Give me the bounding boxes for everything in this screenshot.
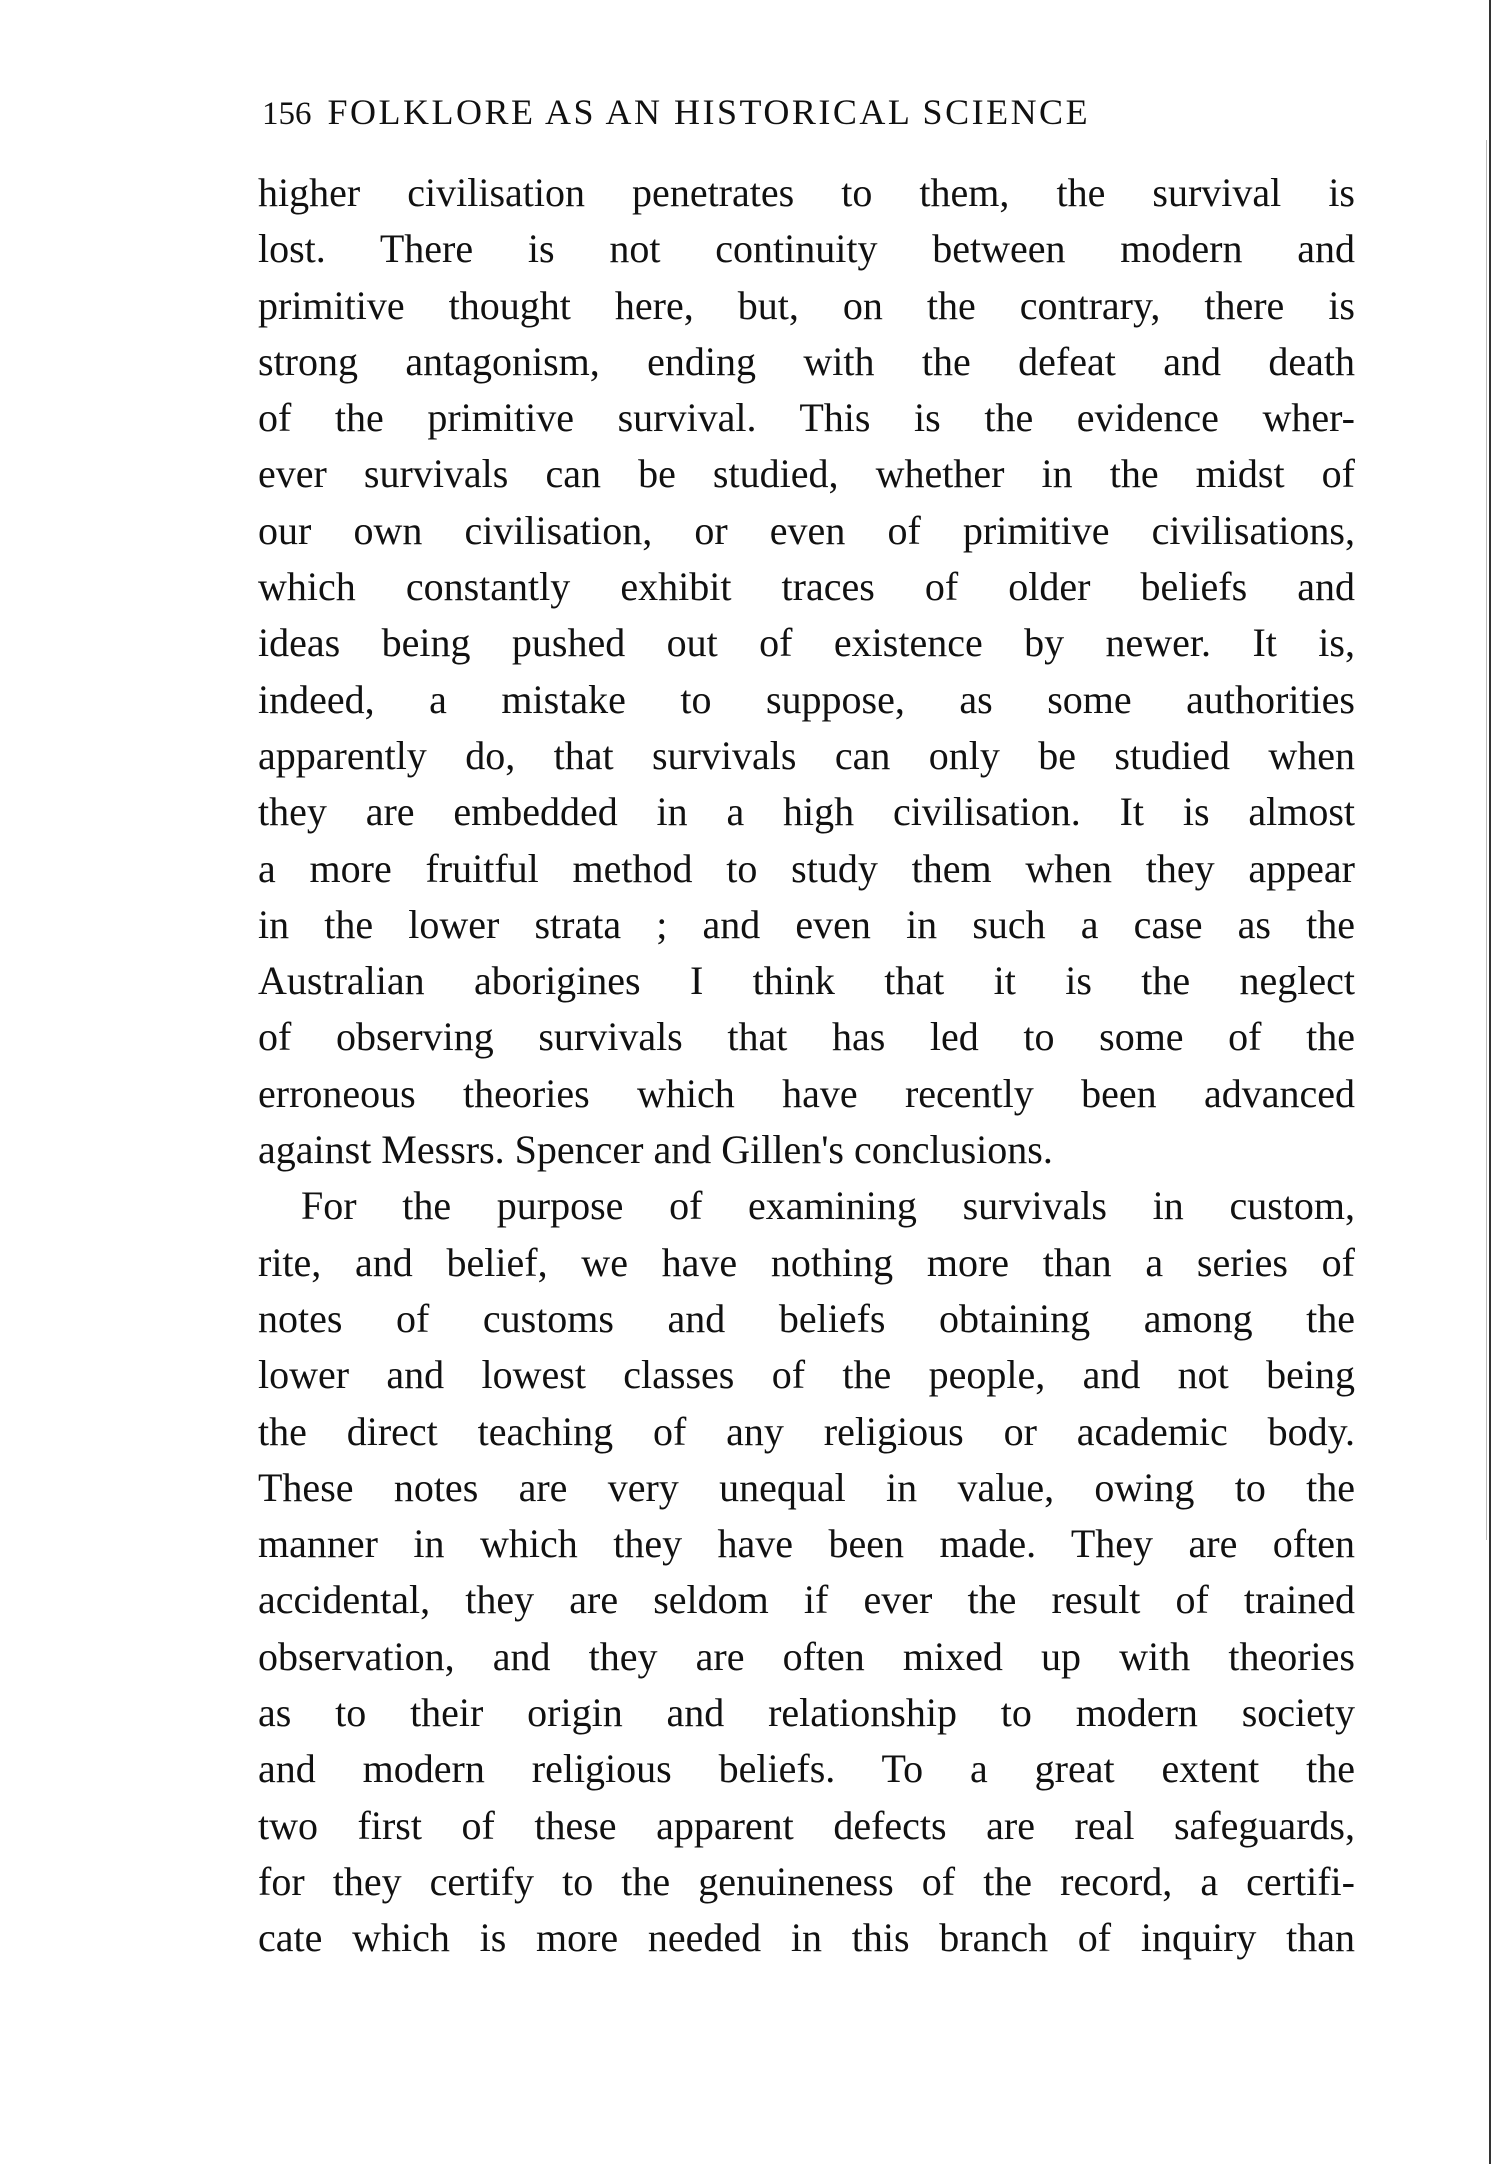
text-line: against Messrs. Spencer and Gillen's conclusions. [258, 1127, 1053, 1173]
running-header [262, 92, 1292, 134]
paragraph-1 [258, 165, 1355, 1178]
text-line: the direct teaching of any religious or academic body. [258, 1408, 1355, 1454]
text-line: ever survivals can be studied, whether in the midst of [258, 451, 1355, 497]
text-line: two first of these apparent defects are real safeguards, [258, 1802, 1355, 1848]
text-line: primitive thought here, but, on the contrary, there is [258, 282, 1355, 328]
text-line: and modern religious beliefs. To a great extent the [258, 1746, 1355, 1792]
page-number: 156 [262, 96, 312, 132]
scan-edge-line [1489, 0, 1491, 2164]
text-line: in the lower strata ; and even in such a case as the [258, 901, 1355, 947]
text-line: lower and lowest classes of the people, and not being [258, 1352, 1355, 1398]
text-line: rite, and belief, we have nothing more than a series of [258, 1239, 1355, 1285]
text-line: our own civilisation, or even of primitive civilisations, [258, 507, 1355, 553]
text-line: indeed, a mistake to suppose, as some authorities [258, 676, 1355, 722]
text-line: ideas being pushed out of existence by newer. It is, [258, 620, 1355, 666]
text-line: they are embedded in a high civilisation. It is almost [258, 789, 1355, 835]
text-line: manner in which they have been made. They are often [258, 1521, 1355, 1567]
text-line: These notes are very unequal in value, owing to the [258, 1464, 1355, 1510]
text-line: apparently do, that survivals can only be studied when [258, 732, 1355, 778]
text-line: observation, and they are often mixed up with theories [258, 1633, 1355, 1679]
text-line: of the primitive survival. This is the evidence wher- [258, 395, 1355, 441]
text-line: higher civilisation penetrates to them, the survival is [258, 170, 1355, 215]
running-title: FOLKLORE AS AN HISTORICAL SCIENCE [327, 92, 1091, 132]
text-line: a more fruitful method to study them when they appear [258, 845, 1355, 891]
scan-edge-shadow [1486, 140, 1487, 1540]
page-body [258, 165, 1355, 1967]
text-line: Australian aborigines I think that it is the neglect [258, 958, 1355, 1004]
text-line: accidental, they are seldom if ever the result of trained [258, 1577, 1355, 1623]
text-line: strong antagonism, ending with the defeat and death [258, 338, 1355, 384]
text-line: notes of customs and beliefs obtaining among the [258, 1295, 1355, 1341]
text-line: cate which is more needed in this branch of inquiry than [258, 1915, 1355, 1961]
text-line: lost. There is not continuity between modern and [258, 226, 1355, 272]
text-line: for they certify to the genuineness of the record, a certifi- [258, 1858, 1355, 1904]
text-line: of observing survivals that has led to some of the [258, 1014, 1355, 1060]
text-line: as to their origin and relationship to modern society [258, 1690, 1355, 1736]
text-line: which constantly exhibit traces of older beliefs and [258, 564, 1355, 610]
text-line: erroneous theories which have recently been advanced [258, 1070, 1355, 1116]
text-line: For the purpose of examining survivals in custom, [301, 1183, 1355, 1229]
paragraph-2 [258, 1178, 1355, 1966]
